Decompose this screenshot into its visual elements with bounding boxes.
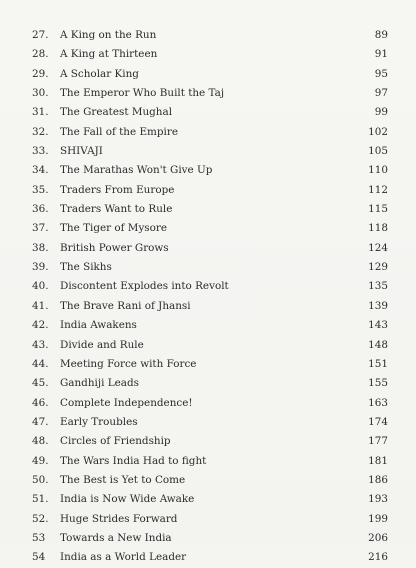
page-number: 151 xyxy=(368,357,388,370)
chapter-number: 48. xyxy=(32,435,49,448)
toc-entry xyxy=(0,65,416,84)
toc-entry xyxy=(0,84,416,103)
chapter-title: Complete Independence! xyxy=(60,396,193,409)
page-number: 112 xyxy=(368,183,388,196)
page-number: 148 xyxy=(368,338,388,351)
page-number: 155 xyxy=(368,377,388,390)
chapter-title: The Fall of the Empire xyxy=(60,125,178,138)
chapter-title: The Tiger of Mysore xyxy=(60,222,168,235)
chapter-number: 43. xyxy=(32,338,49,351)
chapter-number: 49. xyxy=(32,454,49,467)
chapter-title: British Power Grows xyxy=(60,241,169,254)
chapter-title: Huge Strides Forward xyxy=(60,512,178,525)
toc-entry xyxy=(0,452,416,471)
toc-entry xyxy=(0,336,416,355)
chapter-number: 44. xyxy=(32,357,49,370)
toc-entry xyxy=(0,297,416,316)
page-number: 91 xyxy=(374,48,388,61)
page-number: 99 xyxy=(374,106,388,119)
toc-entry xyxy=(0,374,416,393)
toc-entry xyxy=(0,200,416,219)
chapter-number: 31. xyxy=(32,106,49,119)
chapter-title: The Best is Yet to Come xyxy=(60,473,186,486)
toc-entry xyxy=(0,529,416,548)
chapter-title: The Brave Rani of Jhansi xyxy=(60,299,191,312)
chapter-number: 30. xyxy=(32,87,49,100)
chapter-title: Divide and Rule xyxy=(60,338,144,351)
chapter-number: 39. xyxy=(32,261,49,274)
toc-entry xyxy=(0,413,416,432)
chapter-title: Traders From Europe xyxy=(60,183,175,196)
toc-entry xyxy=(0,142,416,161)
page-number: 139 xyxy=(368,299,388,312)
chapter-title: The Emperor Who Built the Taj xyxy=(60,87,225,100)
chapter-number: 37. xyxy=(32,222,49,235)
page-number: 199 xyxy=(368,512,388,525)
chapter-title: India as a World Leader xyxy=(60,551,187,564)
chapter-number: 41. xyxy=(32,299,49,312)
chapter-number: 52. xyxy=(32,512,49,525)
chapter-number: 42. xyxy=(32,319,49,332)
toc-entry xyxy=(0,161,416,180)
page-number: 206 xyxy=(368,531,388,544)
toc-entry xyxy=(0,490,416,509)
page-number: 135 xyxy=(368,280,388,293)
chapter-title: Meeting Force with Force xyxy=(60,357,197,370)
chapter-title: Towards a New India xyxy=(60,531,172,544)
chapter-number: 27. xyxy=(32,29,49,41)
page-number: 97 xyxy=(374,87,388,100)
chapter-number: 40. xyxy=(32,280,49,293)
chapter-number: 54 xyxy=(32,551,46,564)
chapter-title: A King at Thirteen xyxy=(60,48,158,61)
chapter-number: 34. xyxy=(32,164,49,177)
page-number: 174 xyxy=(368,415,388,428)
page-number: 129 xyxy=(368,261,388,274)
chapter-number: 53 xyxy=(32,531,46,544)
page-number: 186 xyxy=(368,473,388,486)
chapter-number: 28. xyxy=(32,48,49,61)
chapter-title: India is Now Wide Awake xyxy=(60,493,195,506)
toc-entry xyxy=(0,123,416,142)
toc-entry xyxy=(0,548,416,567)
page-number: 115 xyxy=(368,203,388,216)
chapter-number: 50. xyxy=(32,473,49,486)
chapter-title: Discontent Explodes into Revolt xyxy=(60,280,229,293)
chapter-title: SHIVAJI xyxy=(60,145,103,158)
chapter-title: The Wars India Had to fight xyxy=(60,454,207,467)
chapter-number: 47. xyxy=(32,415,49,428)
chapter-title: Traders Want to Rule xyxy=(60,203,173,216)
toc-entry xyxy=(0,277,416,296)
chapter-number: 46. xyxy=(32,396,49,409)
toc-entry xyxy=(0,219,416,238)
chapter-title: The Greatest Mughal xyxy=(60,106,173,119)
chapter-number: 38. xyxy=(32,241,49,254)
chapter-number: 29. xyxy=(32,67,49,80)
chapter-title: Circles of Friendship xyxy=(60,435,171,448)
toc-entry xyxy=(0,258,416,277)
toc-entry xyxy=(0,394,416,413)
page-number: 216 xyxy=(368,551,388,564)
toc-entry xyxy=(0,510,416,529)
toc-entry xyxy=(0,471,416,490)
chapter-number: 51. xyxy=(32,493,49,506)
toc-entry xyxy=(0,239,416,258)
chapter-title: The Sikhs xyxy=(60,261,112,274)
page-number: 177 xyxy=(368,435,388,448)
chapter-number: 35. xyxy=(32,183,49,196)
toc-entry xyxy=(0,103,416,122)
page-number: 124 xyxy=(368,241,388,254)
page-number: 118 xyxy=(368,222,388,235)
page-number: 110 xyxy=(368,164,388,177)
page-number: 181 xyxy=(368,454,388,467)
page-number: 95 xyxy=(374,67,388,80)
toc-entry xyxy=(0,316,416,335)
toc-entry xyxy=(0,181,416,200)
page-number: 102 xyxy=(368,125,388,138)
page-number: 193 xyxy=(368,493,388,506)
table-of-contents xyxy=(0,26,416,568)
chapter-number: 33. xyxy=(32,145,49,158)
chapter-title: A King on the Run xyxy=(60,29,157,41)
chapter-title: The Marathas Won't Give Up xyxy=(60,164,213,177)
toc-entry xyxy=(0,45,416,64)
page-number: 143 xyxy=(368,319,388,332)
toc-entry xyxy=(0,432,416,451)
page-number: 105 xyxy=(368,145,388,158)
chapter-title: Early Troubles xyxy=(60,415,138,428)
chapter-title: Gandhiji Leads xyxy=(60,377,139,390)
toc-entry xyxy=(0,26,416,45)
chapter-title: India Awakens xyxy=(60,319,137,332)
chapter-number: 36. xyxy=(32,203,49,216)
toc-entry xyxy=(0,355,416,374)
page-number: 163 xyxy=(368,396,388,409)
page-number: 89 xyxy=(374,29,388,41)
chapter-number: 32. xyxy=(32,125,49,138)
chapter-number: 45. xyxy=(32,377,49,390)
chapter-title: A Scholar King xyxy=(60,67,139,80)
